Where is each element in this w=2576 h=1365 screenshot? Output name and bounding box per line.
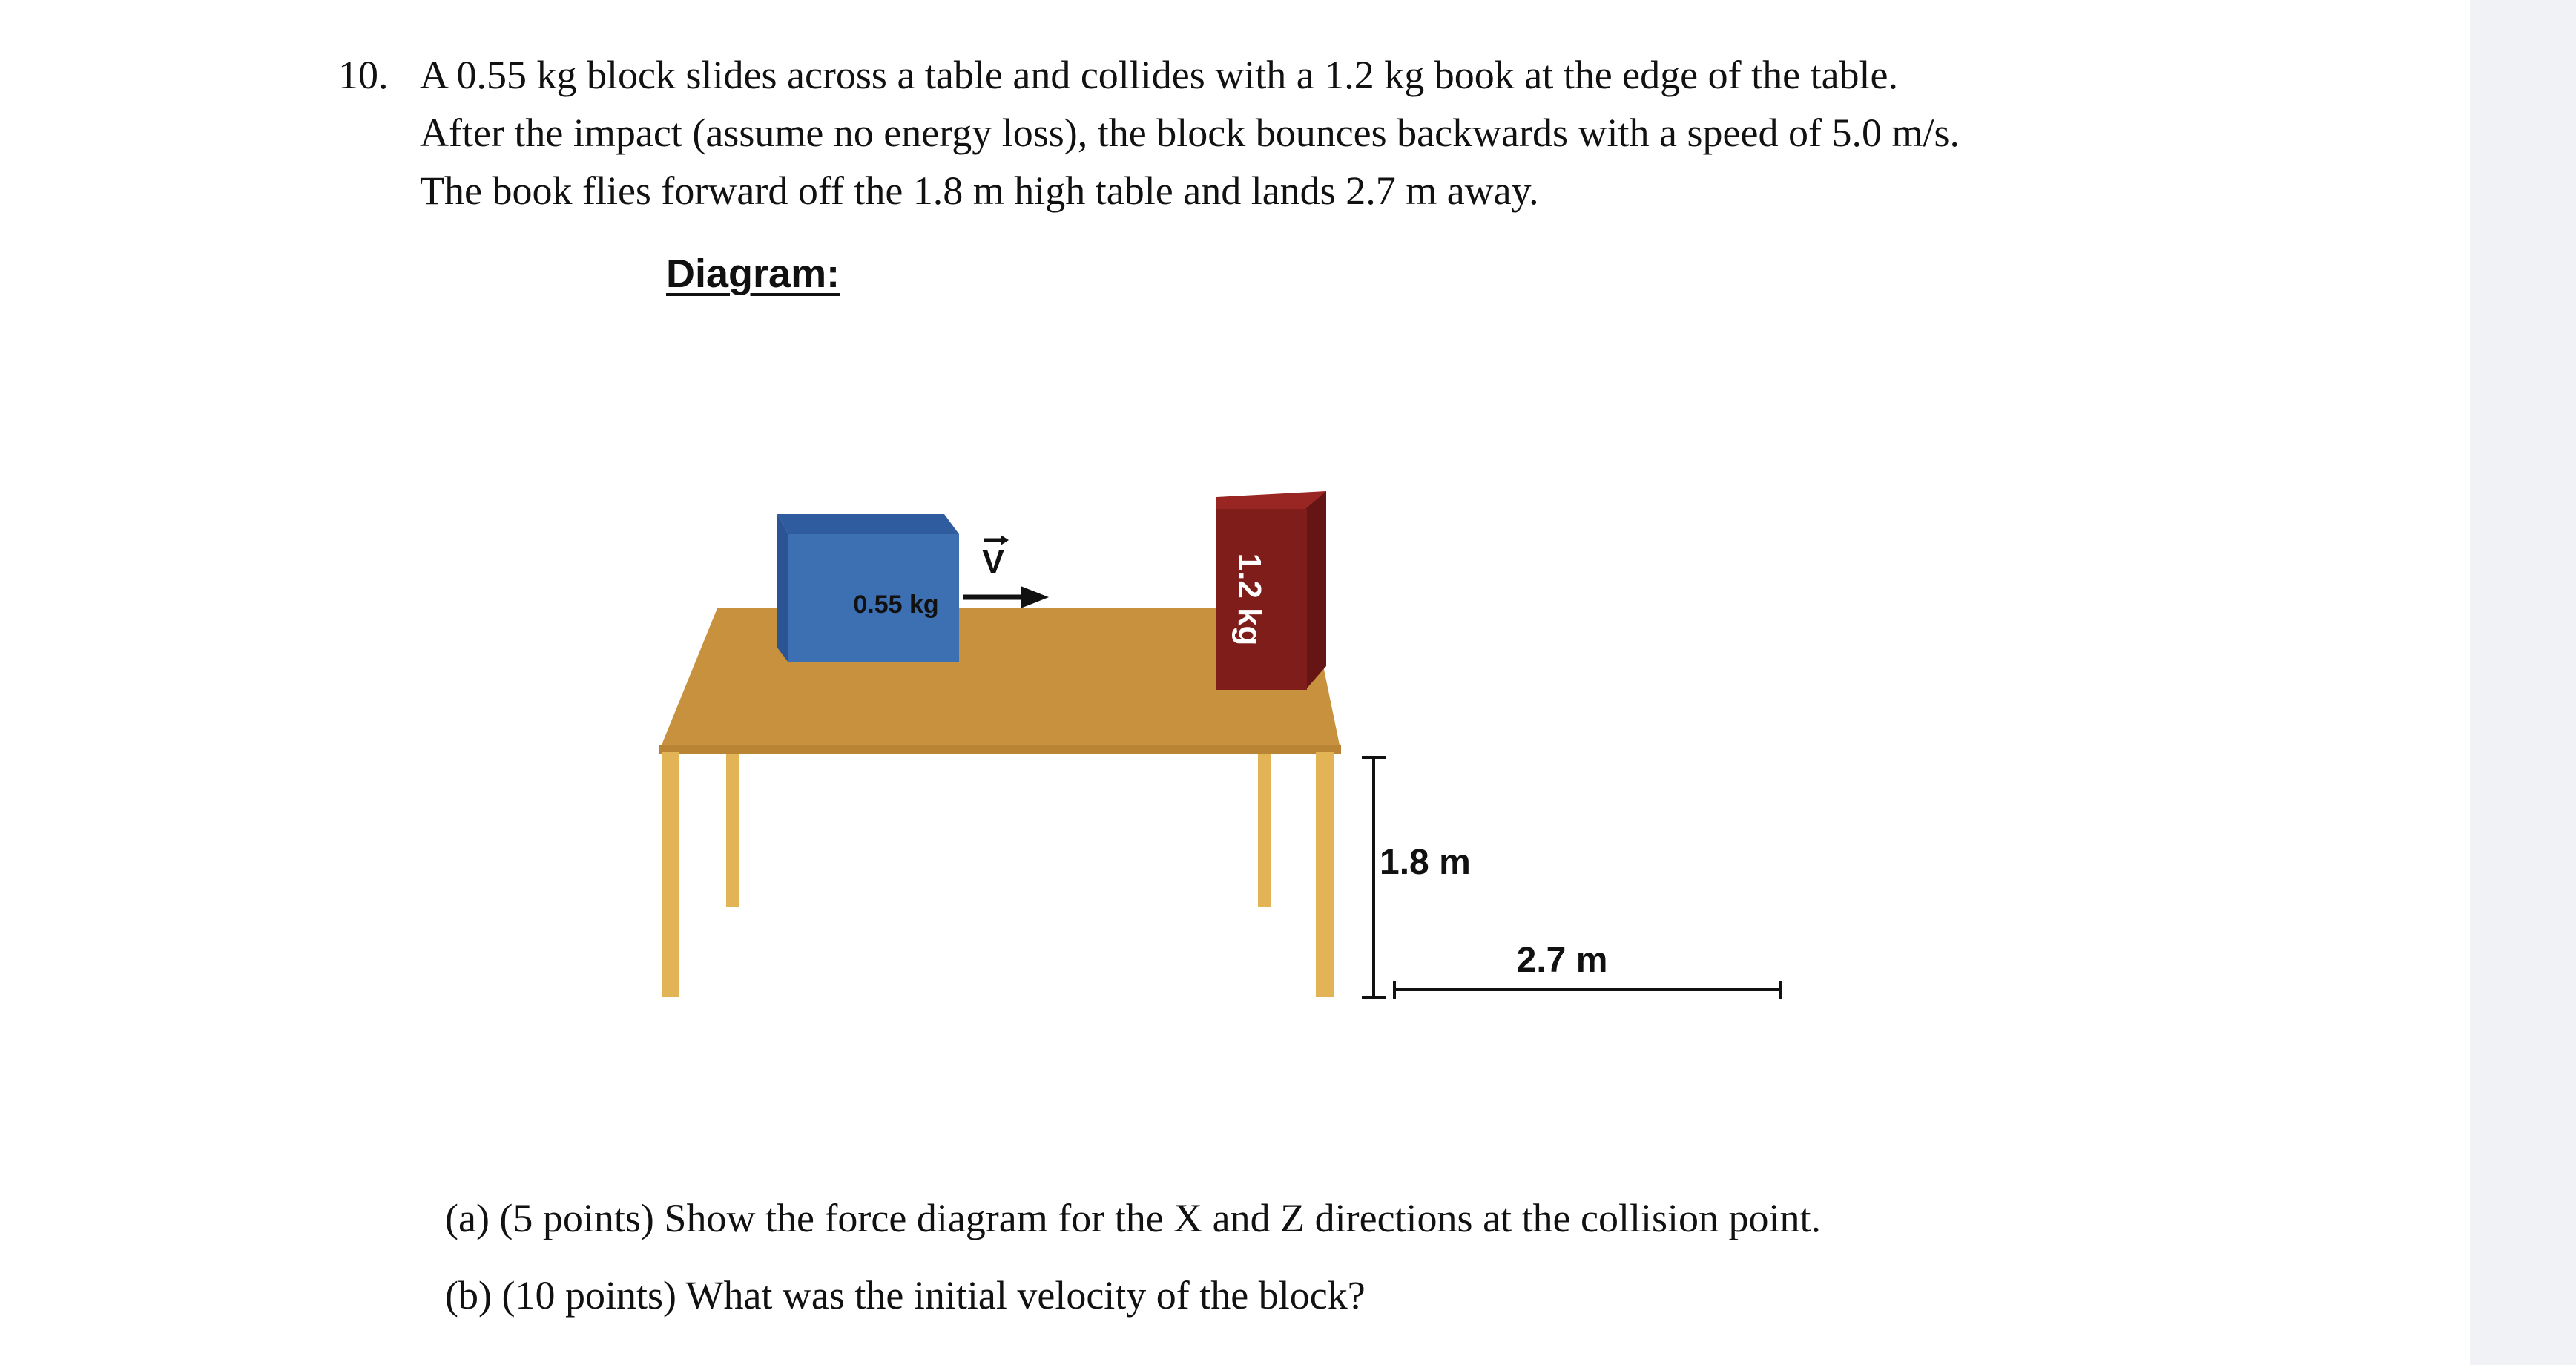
table-leg-back-right — [1258, 734, 1271, 907]
block-mass-label: 0.55 kg — [853, 591, 939, 619]
problem-line-2: After the impact (assume no energy loss), the block bounces backwards with a speed of 5.0 m/s. — [420, 111, 1960, 155]
table-top-edge — [659, 745, 1341, 754]
problem-line-1: A 0.55 kg block slides across a table and collides with a 1.2 kg book at the edge of the table. — [420, 53, 1899, 97]
velocity-arrow-head — [1021, 586, 1049, 608]
question-list — [445, 1180, 1821, 1334]
book-mass-label: 1.2 kg — [1231, 553, 1268, 646]
diagram-heading: Diagram: — [666, 251, 840, 296]
book — [1216, 491, 1326, 690]
table-leg-back-left — [726, 734, 739, 907]
distance-label: 2.7 m — [1516, 941, 1608, 980]
question-b: (b) (10 points) What was the initial velocity of the block? — [445, 1273, 1366, 1318]
problem-line-3: The book flies forward off the 1.8 m high table and lands 2.7 m away. — [420, 168, 1539, 213]
block — [777, 514, 959, 662]
table-leg-front-right — [1316, 752, 1334, 997]
problem-number: 10. — [338, 53, 389, 97]
velocity-label: V — [982, 544, 1004, 580]
height-label: 1.8 m — [1380, 843, 1471, 882]
question-a: (a) (5 points) Show the force diagram for the X and Z directions at the collision point. — [445, 1196, 1822, 1240]
book-right-face — [1305, 491, 1326, 690]
table-leg-front-left — [662, 752, 679, 997]
distance-dimension — [1394, 941, 1780, 999]
velocity-arrow — [963, 535, 1049, 608]
height-dimension — [1362, 757, 1471, 997]
block-top-face — [777, 514, 959, 534]
velocity-vector-bar-head — [1001, 535, 1009, 545]
block-left-face — [777, 514, 788, 662]
